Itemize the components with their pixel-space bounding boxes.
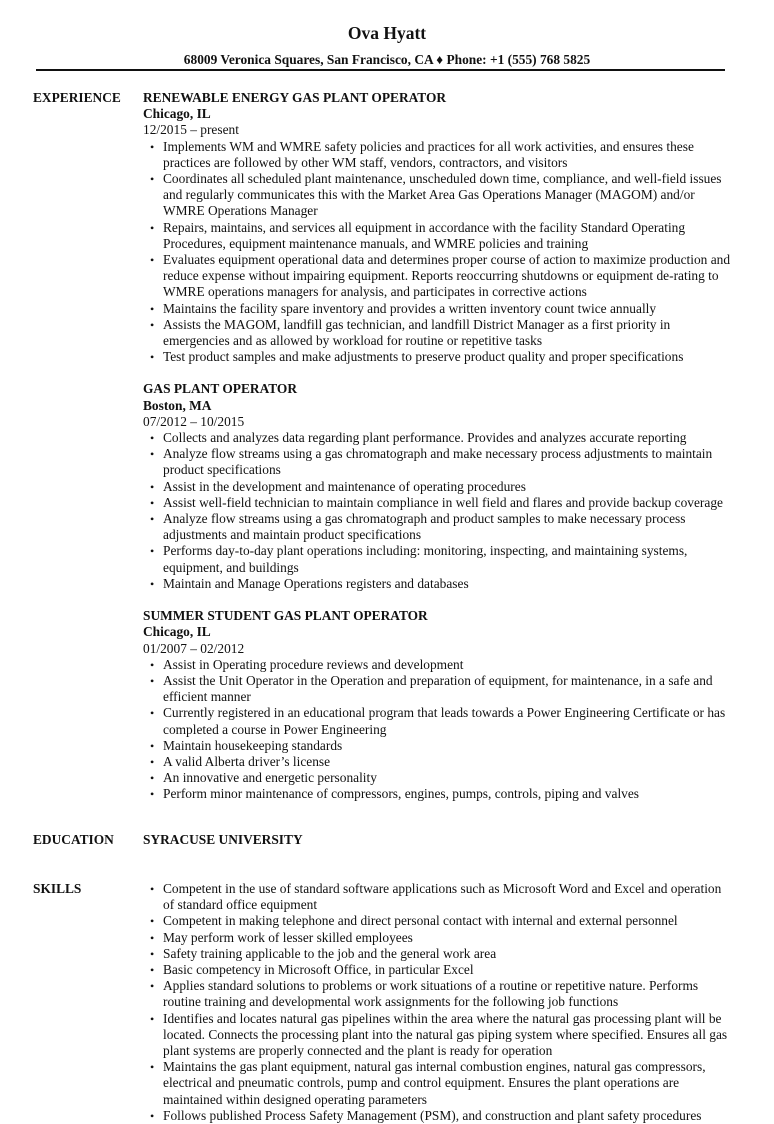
bullet-item: • Analyze flow streams using a gas chromatograph and product samples to make necessary process adjustments and maintain product specifications	[143, 511, 733, 543]
bullet-item: • Performs day-to-day plant operations including: monitoring, inspecting, and maintaining systems, equipment, and buildings	[143, 543, 733, 575]
skill-item: • Maintains the gas plant equipment, natural gas internal combustion engines, natural gas compressors, electrical and pneumatic controls, pump and control equipment. Ensures the plant operations are maintained within designed operating parameters	[143, 1059, 733, 1108]
skill-item: • Competent in making telephone and direct personal contact with internal and external personnel	[143, 913, 733, 929]
job-entry	[143, 90, 733, 365]
bullet-item: • Implements WM and WMRE safety policies and practices for all work activities, and ensures these practices are followed by other WM staff, vendors, contractors, and visitors	[143, 139, 733, 171]
skill-item: • Safety training applicable to the job and the general work area	[143, 946, 733, 962]
contact-line: 68009 Veronica Squares, San Francisco, CA ♦ Phone: +1 (555) 768 5825	[183, 52, 591, 67]
job-location: Boston, MA	[143, 397, 212, 413]
job-entry	[143, 381, 733, 592]
bullet-item: • Analyze flow streams using a gas chromatograph and make necessary process adjustments to maintain product specifications	[143, 446, 733, 478]
job-title: RENEWABLE ENERGY GAS PLANT OPERATOR	[143, 90, 447, 105]
job-entry	[143, 608, 733, 802]
job-bullets	[143, 139, 733, 366]
job-title: GAS PLANT OPERATOR	[143, 381, 298, 397]
job-location: Chicago, IL	[143, 106, 211, 122]
school-name: SYRACUSE UNIVERSITY	[143, 832, 303, 847]
bullet-item: • Repairs, maintains, and services all equipment in accordance with the facility Standard Operating Procedures, equipment maintenance manuals, and WMRE policies and training	[143, 220, 733, 252]
skill-item: • May perform work of lesser skilled employees	[143, 930, 733, 946]
bullet-item: • Evaluates equipment operational data and determines proper course of action to maximize production and reduce expense without impairing equipment. Reports reoccurring shutdowns or equipment de-rating to WMRE operations managers for analysis, and participates in corrective actions	[143, 252, 733, 301]
experience-label: EXPERIENCE	[33, 90, 121, 105]
bullet-item: • Assist well-field technician to maintain compliance in well field and flares and provide backup coverage	[143, 495, 733, 511]
skills-bullets	[143, 881, 733, 1124]
bullet-item: • Maintain and Manage Operations registers and databases	[143, 576, 733, 592]
candidate-name: Ova Hyatt	[347, 23, 427, 43]
skill-item: • Follows published Process Safety Management (PSM), and construction and plant safety procedures	[143, 1108, 733, 1124]
bullet-item: • Coordinates all scheduled plant maintenance, unscheduled down time, compliance, and well-field issues and regularly communicates this with the Market Area Gas Operations Manager (MAGOM) and/or WMRE Operations Manager	[143, 171, 733, 220]
skill-item: • Basic competency in Microsoft Office, in particular Excel	[143, 962, 733, 978]
bullet-item: • An innovative and energetic personality	[143, 770, 733, 786]
job-title: SUMMER STUDENT GAS PLANT OPERATOR	[143, 608, 428, 624]
bullet-item: • Perform minor maintenance of compressors, engines, pumps, controls, piping and valves	[143, 786, 733, 802]
job-dates: 07/2012 – 10/2015	[143, 413, 245, 429]
skill-item: • Identifies and locates natural gas pipelines within the area where the natural gas processing plant will be located. Connects the processing plant into the natural gas piping system where specified. Ensures all gas plant systems are properly connected and the plant is ready for operation	[143, 1011, 733, 1060]
skills-body	[143, 881, 733, 1124]
job-dates: 12/2015 – present	[143, 122, 239, 138]
education-label: EDUCATION	[33, 832, 114, 847]
skills-label: SKILLS	[33, 881, 82, 896]
skill-item: • Competent in the use of standard software applications such as Microsoft Word and Excel and operation of standard office equipment	[143, 881, 733, 913]
job-bullets	[143, 657, 733, 803]
job-bullets	[143, 430, 733, 592]
bullet-item: • Collects and analyzes data regarding plant performance. Provides and analyzes accurate reporting	[143, 430, 733, 446]
bullet-item: • Assists the MAGOM, landfill gas technician, and landfill District Manager as a first priority in emergencies and as allowed by workload for routine or repetitive tasks	[143, 317, 733, 349]
job-location: Chicago, IL	[143, 624, 211, 640]
job-dates: 01/2007 – 02/2012	[143, 640, 245, 656]
bullet-item: • Assist in Operating procedure reviews and development	[143, 657, 733, 673]
bullet-item: • Maintain housekeeping standards	[143, 738, 733, 754]
bullet-item: • Test product samples and make adjustments to preserve product quality and proper specifications	[143, 349, 733, 365]
education-body	[143, 832, 733, 848]
bullet-item: • A valid Alberta driver’s license	[143, 754, 733, 770]
experience-body	[143, 90, 733, 819]
bullet-item: • Assist the Unit Operator in the Operation and preparation of equipment, for maintenance, in a safe and efficient manner	[143, 673, 733, 705]
header-divider	[36, 69, 725, 71]
bullet-item: • Maintains the facility spare inventory and provides a written inventory count twice annually	[143, 301, 733, 317]
skill-item: • Applies standard solutions to problems or work situations of a routine or repetitive nature. Performs routine training and developmental work assignments for the following job functions	[143, 978, 733, 1010]
bullet-item: • Assist in the development and maintenance of operating procedures	[143, 479, 733, 495]
bullet-item: • Currently registered in an educational program that leads towards a Power Engineering Certificate or has completed a course in Power Engineering	[143, 705, 733, 737]
